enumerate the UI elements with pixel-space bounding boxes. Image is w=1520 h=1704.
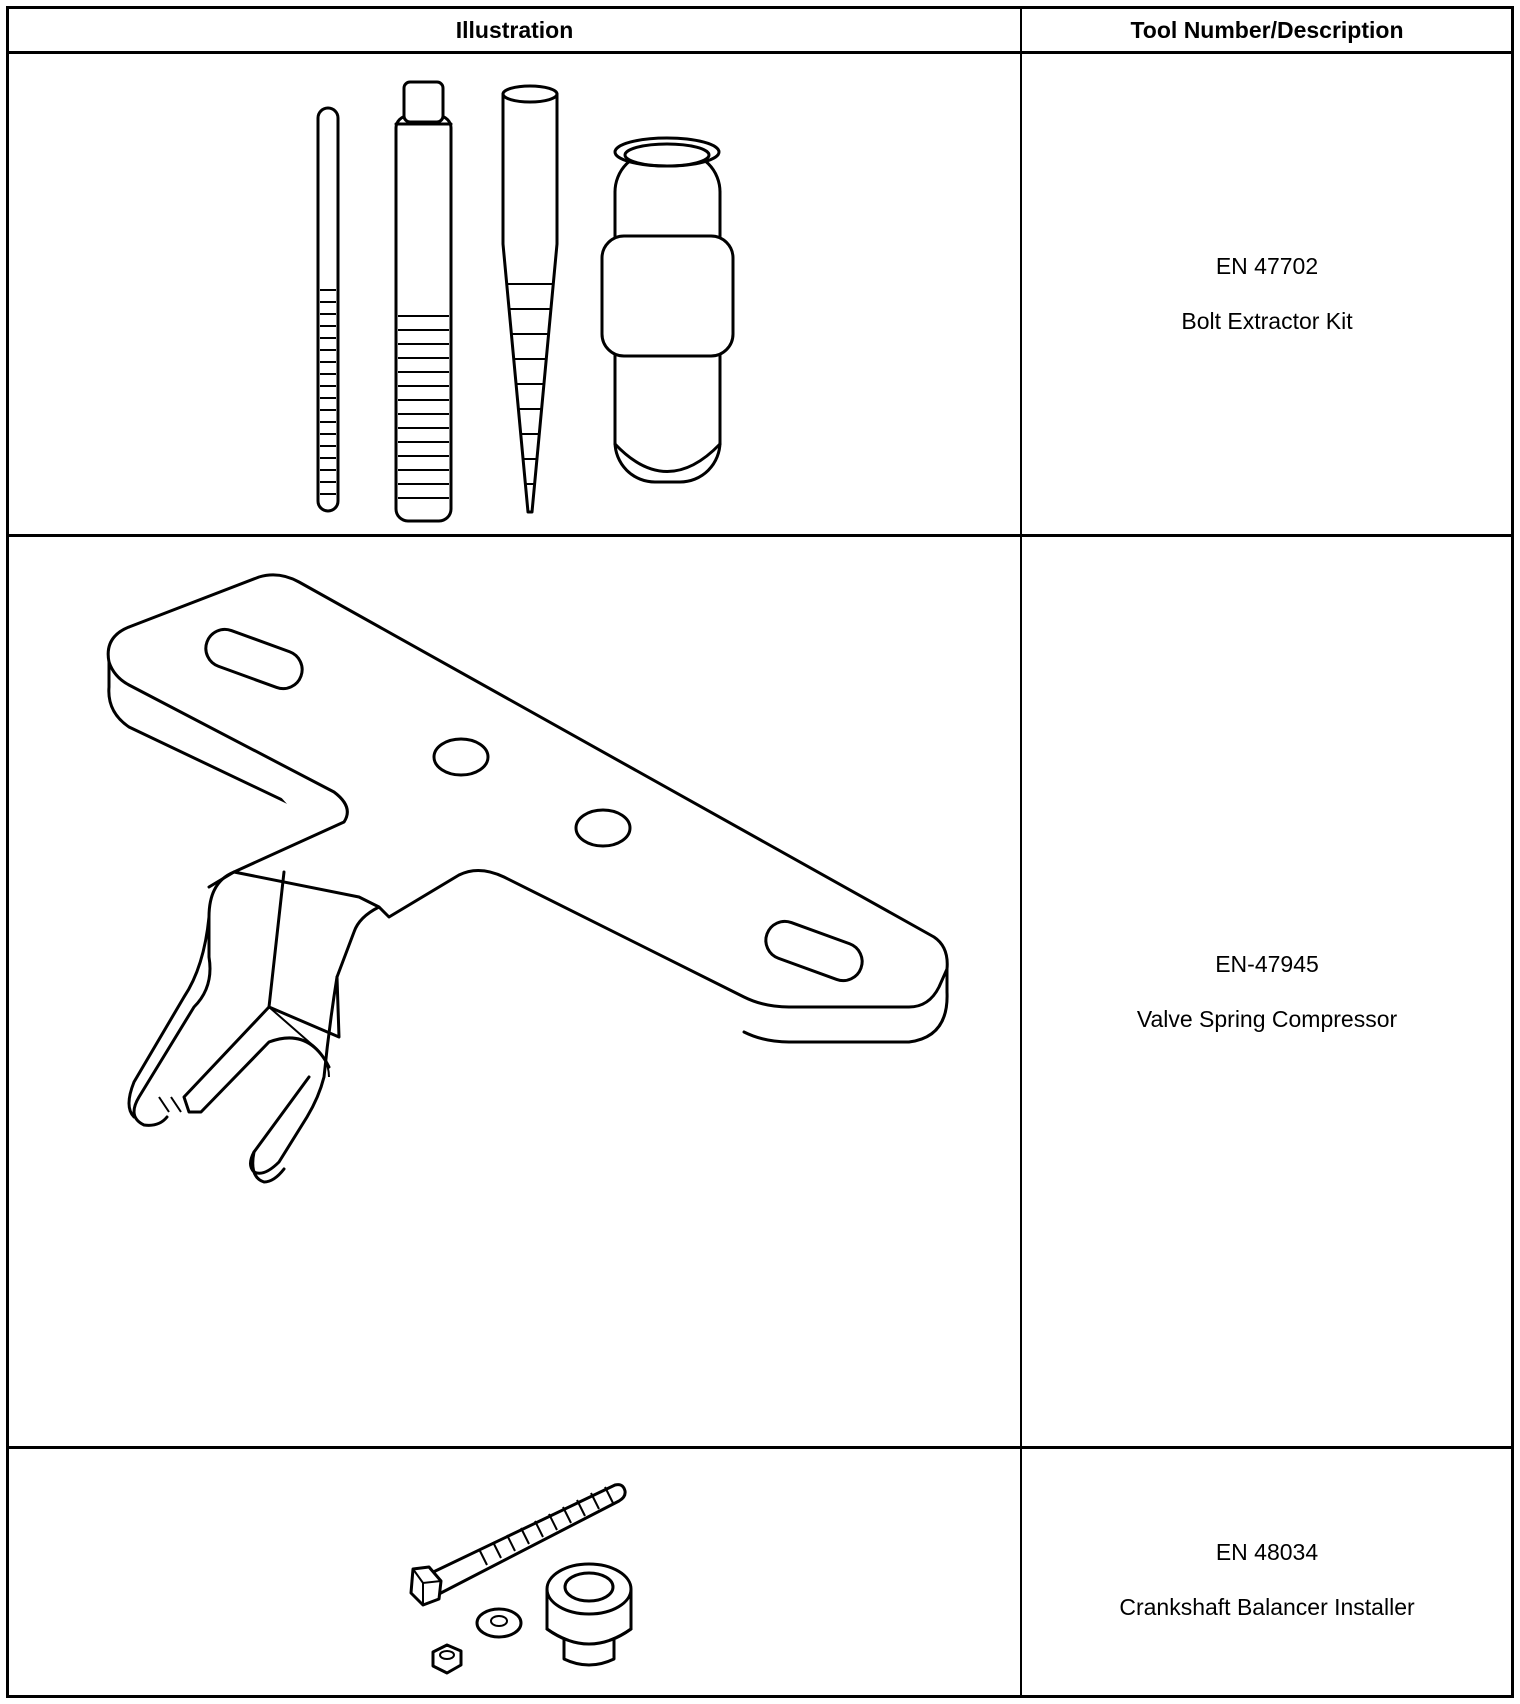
tool-number: EN 47702: [1215, 253, 1319, 279]
crankshaft-balancer-installer-drawing: [9, 1449, 1020, 1695]
tool-number: EN-47945: [1215, 951, 1319, 977]
tool-description: Bolt Extractor Kit: [1181, 308, 1353, 334]
header-tool-number-description: Tool Number/Description: [1130, 16, 1404, 43]
header-illustration: Illustration: [455, 16, 574, 43]
description-row-3: [1023, 1538, 1511, 1621]
illustration-crankshaft-balancer-installer: [9, 1449, 1020, 1695]
tool-description: Crankshaft Balancer Installer: [1119, 1594, 1415, 1620]
column-divider: [1020, 9, 1022, 1695]
valve-spring-compressor-drawing: [9, 537, 1020, 1446]
tool-number: EN 48034: [1215, 1539, 1319, 1565]
illustration-valve-spring-compressor: [9, 537, 1020, 1446]
tool-description: Valve Spring Compressor: [1136, 1006, 1398, 1032]
bolt-extractor-kit-drawing: [9, 54, 1020, 534]
description-row-2: [1023, 950, 1511, 1033]
illustration-bolt-extractor-kit: [9, 54, 1020, 534]
tool-table: [6, 6, 1514, 1698]
description-row-1: [1023, 252, 1511, 335]
